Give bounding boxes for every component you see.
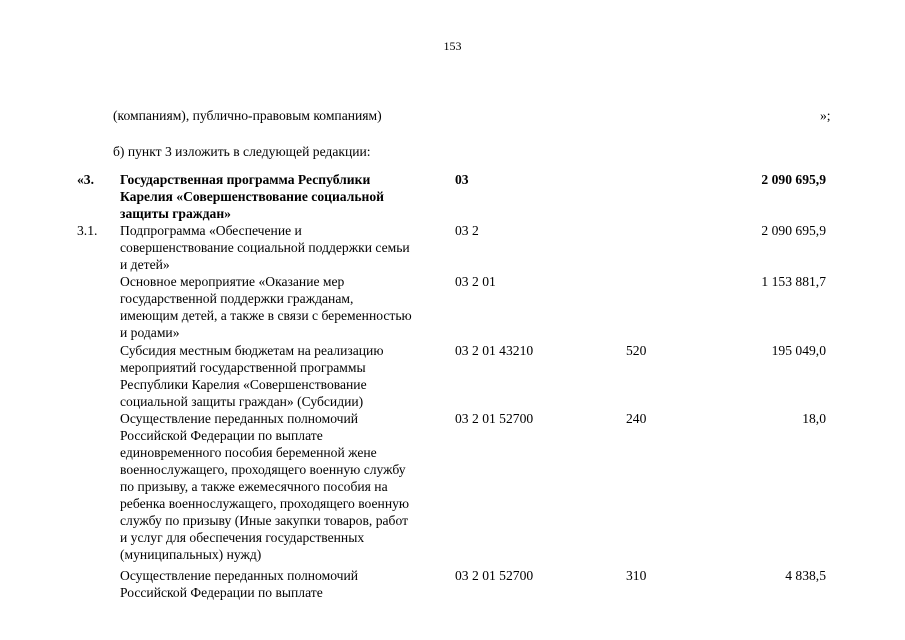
row-number: 3.1. <box>77 223 98 238</box>
row-amount: 4 838,5 <box>785 568 826 583</box>
row-name <box>120 222 450 273</box>
row-name-line: совершенствование социальной поддержки семьи <box>120 240 410 255</box>
subitem-text: б) пункт 3 изложить в следующей редакции: <box>113 144 371 159</box>
row-name-line: службу по призыву (Иные закупки товаров, работ <box>120 513 409 528</box>
row-name-line: (муниципальных) нужд) <box>120 547 262 562</box>
row-expense-type: 240 <box>626 411 647 426</box>
row-name-line: Карелия «Совершенствование социальной <box>120 189 384 204</box>
row-amount: 2 090 695,9 <box>761 172 826 187</box>
row-name-line: военнослужащего, проходящего военную службу <box>120 462 406 477</box>
row-name-line: ребенка военнослужащего, проходящего военную <box>120 496 410 511</box>
row-name-line: государственной поддержки гражданам, <box>120 291 354 306</box>
page-number: 153 <box>443 39 462 53</box>
row-name-line: Государственная программа Республики <box>120 172 371 187</box>
row-name <box>120 273 450 341</box>
intro-end-mark: »; <box>820 108 831 123</box>
row-name-line: единовременного пособия беременной жене <box>120 445 377 460</box>
row-amount: 2 090 695,9 <box>761 223 826 238</box>
row-name-line: мероприятий государственной программы <box>120 360 366 375</box>
row-name <box>120 567 450 601</box>
row-name-line: имеющим детей, а также в связи с беременностью <box>120 308 412 323</box>
row-name-line: Осуществление переданных полномочий <box>120 411 359 426</box>
row-expense-type: 520 <box>626 343 647 358</box>
row-name-line: Осуществление переданных полномочий <box>120 568 359 583</box>
row-code: 03 2 01 43210 <box>455 343 534 358</box>
row-name-line: Основное мероприятие «Оказание мер <box>120 274 345 289</box>
row-name-line: социальной защиты граждан» (Субсидии) <box>120 394 364 409</box>
row-number: «3. <box>77 172 94 187</box>
row-name-line: Российской Федерации по выплате <box>120 428 323 443</box>
intro-text: (компаниям), публично-правовым компаниям) <box>113 108 382 123</box>
row-amount: 195 049,0 <box>771 343 826 358</box>
row-name-line: Российской Федерации по выплате <box>120 585 323 600</box>
row-name-line: и детей» <box>120 257 170 272</box>
row-code: 03 2 01 52700 <box>455 411 534 426</box>
row-amount: 18,0 <box>802 411 826 426</box>
row-name-line: Подпрограмма «Обеспечение и <box>120 223 302 238</box>
row-name-line: Субсидия местным бюджетам на реализацию <box>120 343 384 358</box>
row-name-line: защиты граждан» <box>120 206 231 221</box>
row-name <box>120 410 450 563</box>
row-name-line: и услуг для обеспечения государственных <box>120 530 365 545</box>
row-code: 03 <box>455 172 469 187</box>
row-name <box>120 342 450 410</box>
row-name <box>120 171 450 222</box>
row-name-line: Республики Карелия «Совершенствование <box>120 377 367 392</box>
row-name-line: и родами» <box>120 325 180 340</box>
row-code: 03 2 01 52700 <box>455 568 534 583</box>
row-expense-type: 310 <box>626 568 647 583</box>
row-amount: 1 153 881,7 <box>761 274 826 289</box>
row-name-line: по призыву, а также ежемесячного пособия на <box>120 479 388 494</box>
row-code: 03 2 01 <box>455 274 496 289</box>
row-code: 03 2 <box>455 223 479 238</box>
